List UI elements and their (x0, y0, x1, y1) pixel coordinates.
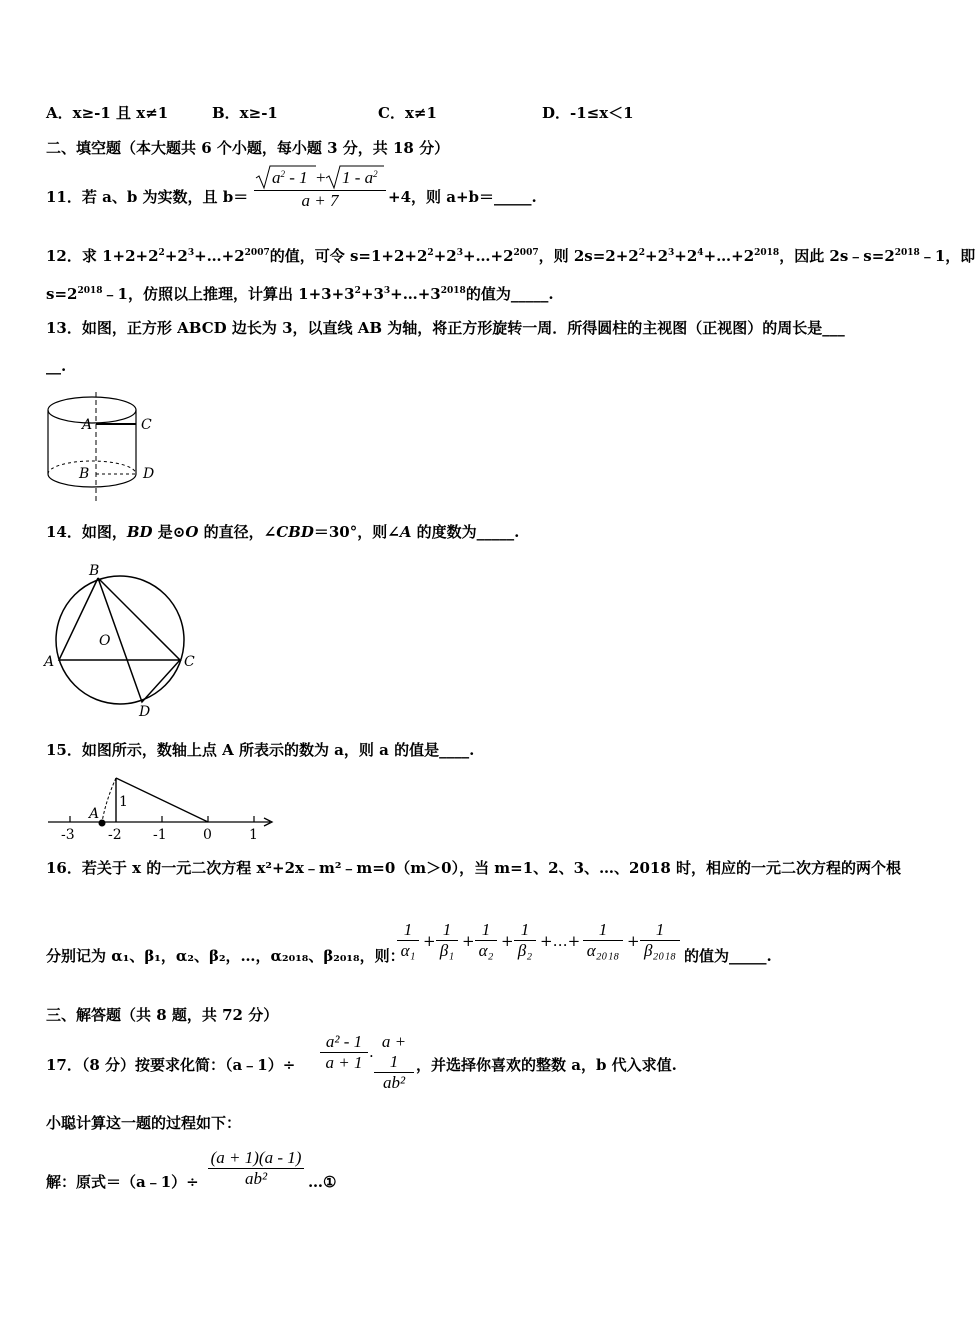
fig14-label-o: O (99, 633, 111, 649)
plus-sign: + (501, 932, 514, 950)
fig13-label-a: A (82, 417, 93, 433)
dot-operator: · (369, 1047, 374, 1065)
q17-frac-2: $\frac{a + 1}{\text{ab²}}$ (374, 1032, 414, 1093)
question-12-line-2: $s=2^{2018}﹣1$，仿照以上推理，计算出 $1+3+3^2+3^3+\dots+3^{2018}$的值为_____. (46, 285, 554, 303)
question-13-line-1: 13．如图，正方形 ABCD 边长为 3，以直线 AB 为轴，将正方形旋转一周．所得圆柱的主视图（正视图）的周长是___ (46, 319, 845, 337)
q16-frac-a2: $\frac{1}{\text{α₂}}$ (475, 920, 497, 961)
fig14-label-b: B (89, 563, 100, 579)
fig15-tick: -3 (61, 827, 75, 843)
q11-num-a: a (272, 168, 281, 187)
question-11-suffix: +4，则 a+b＝_____. (388, 188, 537, 206)
q16-frac-b2018: $\frac{1}{\text{β₂₀₁₈}}$ (640, 920, 680, 961)
q16-tail: 的值为_____. (684, 947, 772, 965)
fig15-tick: -1 (153, 827, 167, 843)
q16-frac-b2: $\frac{1}{\text{β₂}}$ (514, 920, 536, 961)
question-11-prefix: 11．若 a、b 为实数，且 b＝ (46, 188, 249, 206)
number-line-figure (46, 770, 278, 842)
q16-frac-a1: $\frac{1}{\text{α₁}}$ (397, 920, 419, 961)
q11-fraction (254, 164, 386, 211)
option-b: B．x≥-1 (212, 104, 278, 122)
option-a: A．x≥-1 且 x≠1 (46, 104, 169, 122)
question-17-prefix: 17．（8 分）按要求化简：（a﹣1）÷ (46, 1056, 296, 1074)
section-3-heading: 三、解答题（共 8 题，共 72 分） (46, 1006, 279, 1024)
fig13-label-b: B (79, 466, 90, 482)
question-16-line-2: 分别记为 α₁、β₁，α₂、β₂，…，α₂₀₁₈、β₂₀₁₈，则： (46, 947, 405, 965)
option-c: C．x≠1 (378, 104, 437, 122)
fig15-height: 1 (119, 794, 128, 810)
fig14-label-a: A (44, 654, 55, 670)
q11-denominator: a + 7 (301, 191, 339, 210)
question-12-line-1: 12．求 $1+2+2^2+2^3+\dots+2^{2007}$的值，可令 $s=1+2+2^2+2^3+\dots+2^{2007}$，则 $2s=2+2^2+2^3+2^4+\dots+2^{2018}$，因此 $2s﹣s=2^{2018}﹣1$，即 (46, 247, 975, 265)
fig15-label-a: A (89, 806, 100, 822)
question-17-suffix: ，并选择你喜欢的整数 a，b 代入求值. (416, 1056, 677, 1074)
question-14: 14．如图，BD 是⊙O 的直径，∠CBD＝30°，则∠A 的度数为_____. (46, 523, 520, 541)
cylinder-figure (44, 392, 162, 504)
q16-frac-b1: $\frac{1}{\text{β₁}}$ (436, 920, 458, 961)
fig15-tick: 1 (249, 827, 258, 843)
xiaocong-intro: 小聪计算这一题的过程如下： (46, 1114, 242, 1132)
option-d: D．-1≤x＜1 (542, 104, 634, 122)
fig15-tick: 0 (203, 827, 212, 843)
question-15: 15．如图所示，数轴上点 A 所表示的数为 a，则 a 的值是____. (46, 741, 475, 759)
q11-numerator: $a^2 - 1$ + $1 - a^2$ (254, 164, 386, 191)
q16-frac-a2018: $\frac{1}{\text{α₂₀₁₈}}$ (583, 920, 623, 961)
plus-sign: + (627, 932, 640, 950)
q17-frac-1: $\frac{\text{a² - 1}}{a + 1}$ (320, 1032, 368, 1073)
solution-prefix: 解：原式＝（a﹣1）÷ (46, 1173, 199, 1191)
fig13-label-c: C (141, 417, 152, 433)
fig13-label-d: D (143, 466, 155, 482)
section-2-heading: 二、填空题（本大题共 6 个小题，每小题 3 分，共 18 分） (46, 139, 450, 157)
fig15-tick: -2 (108, 827, 122, 843)
plus-sign: + (423, 932, 436, 950)
fig14-label-d: D (139, 704, 151, 720)
ellipsis-sum: +…+ (540, 932, 581, 950)
fig14-label-c: C (184, 654, 195, 670)
q11-num-b: 1 - a (342, 168, 374, 187)
question-16-line-1: 16．若关于 x 的一元二次方程 x²+2x﹣m²﹣m=0（m＞0），当 m=1、2、3、…、2018 时，相应的一元二次方程的两个根 (46, 859, 902, 877)
circle-figure (42, 560, 202, 720)
solution-fraction: $\frac{(a + 1)(a - 1)}{\text{ab²}}$ (208, 1148, 304, 1189)
question-13-line-2: __. (46, 357, 67, 375)
solution-step-marker: …① (308, 1173, 337, 1191)
plus-sign: + (462, 932, 475, 950)
